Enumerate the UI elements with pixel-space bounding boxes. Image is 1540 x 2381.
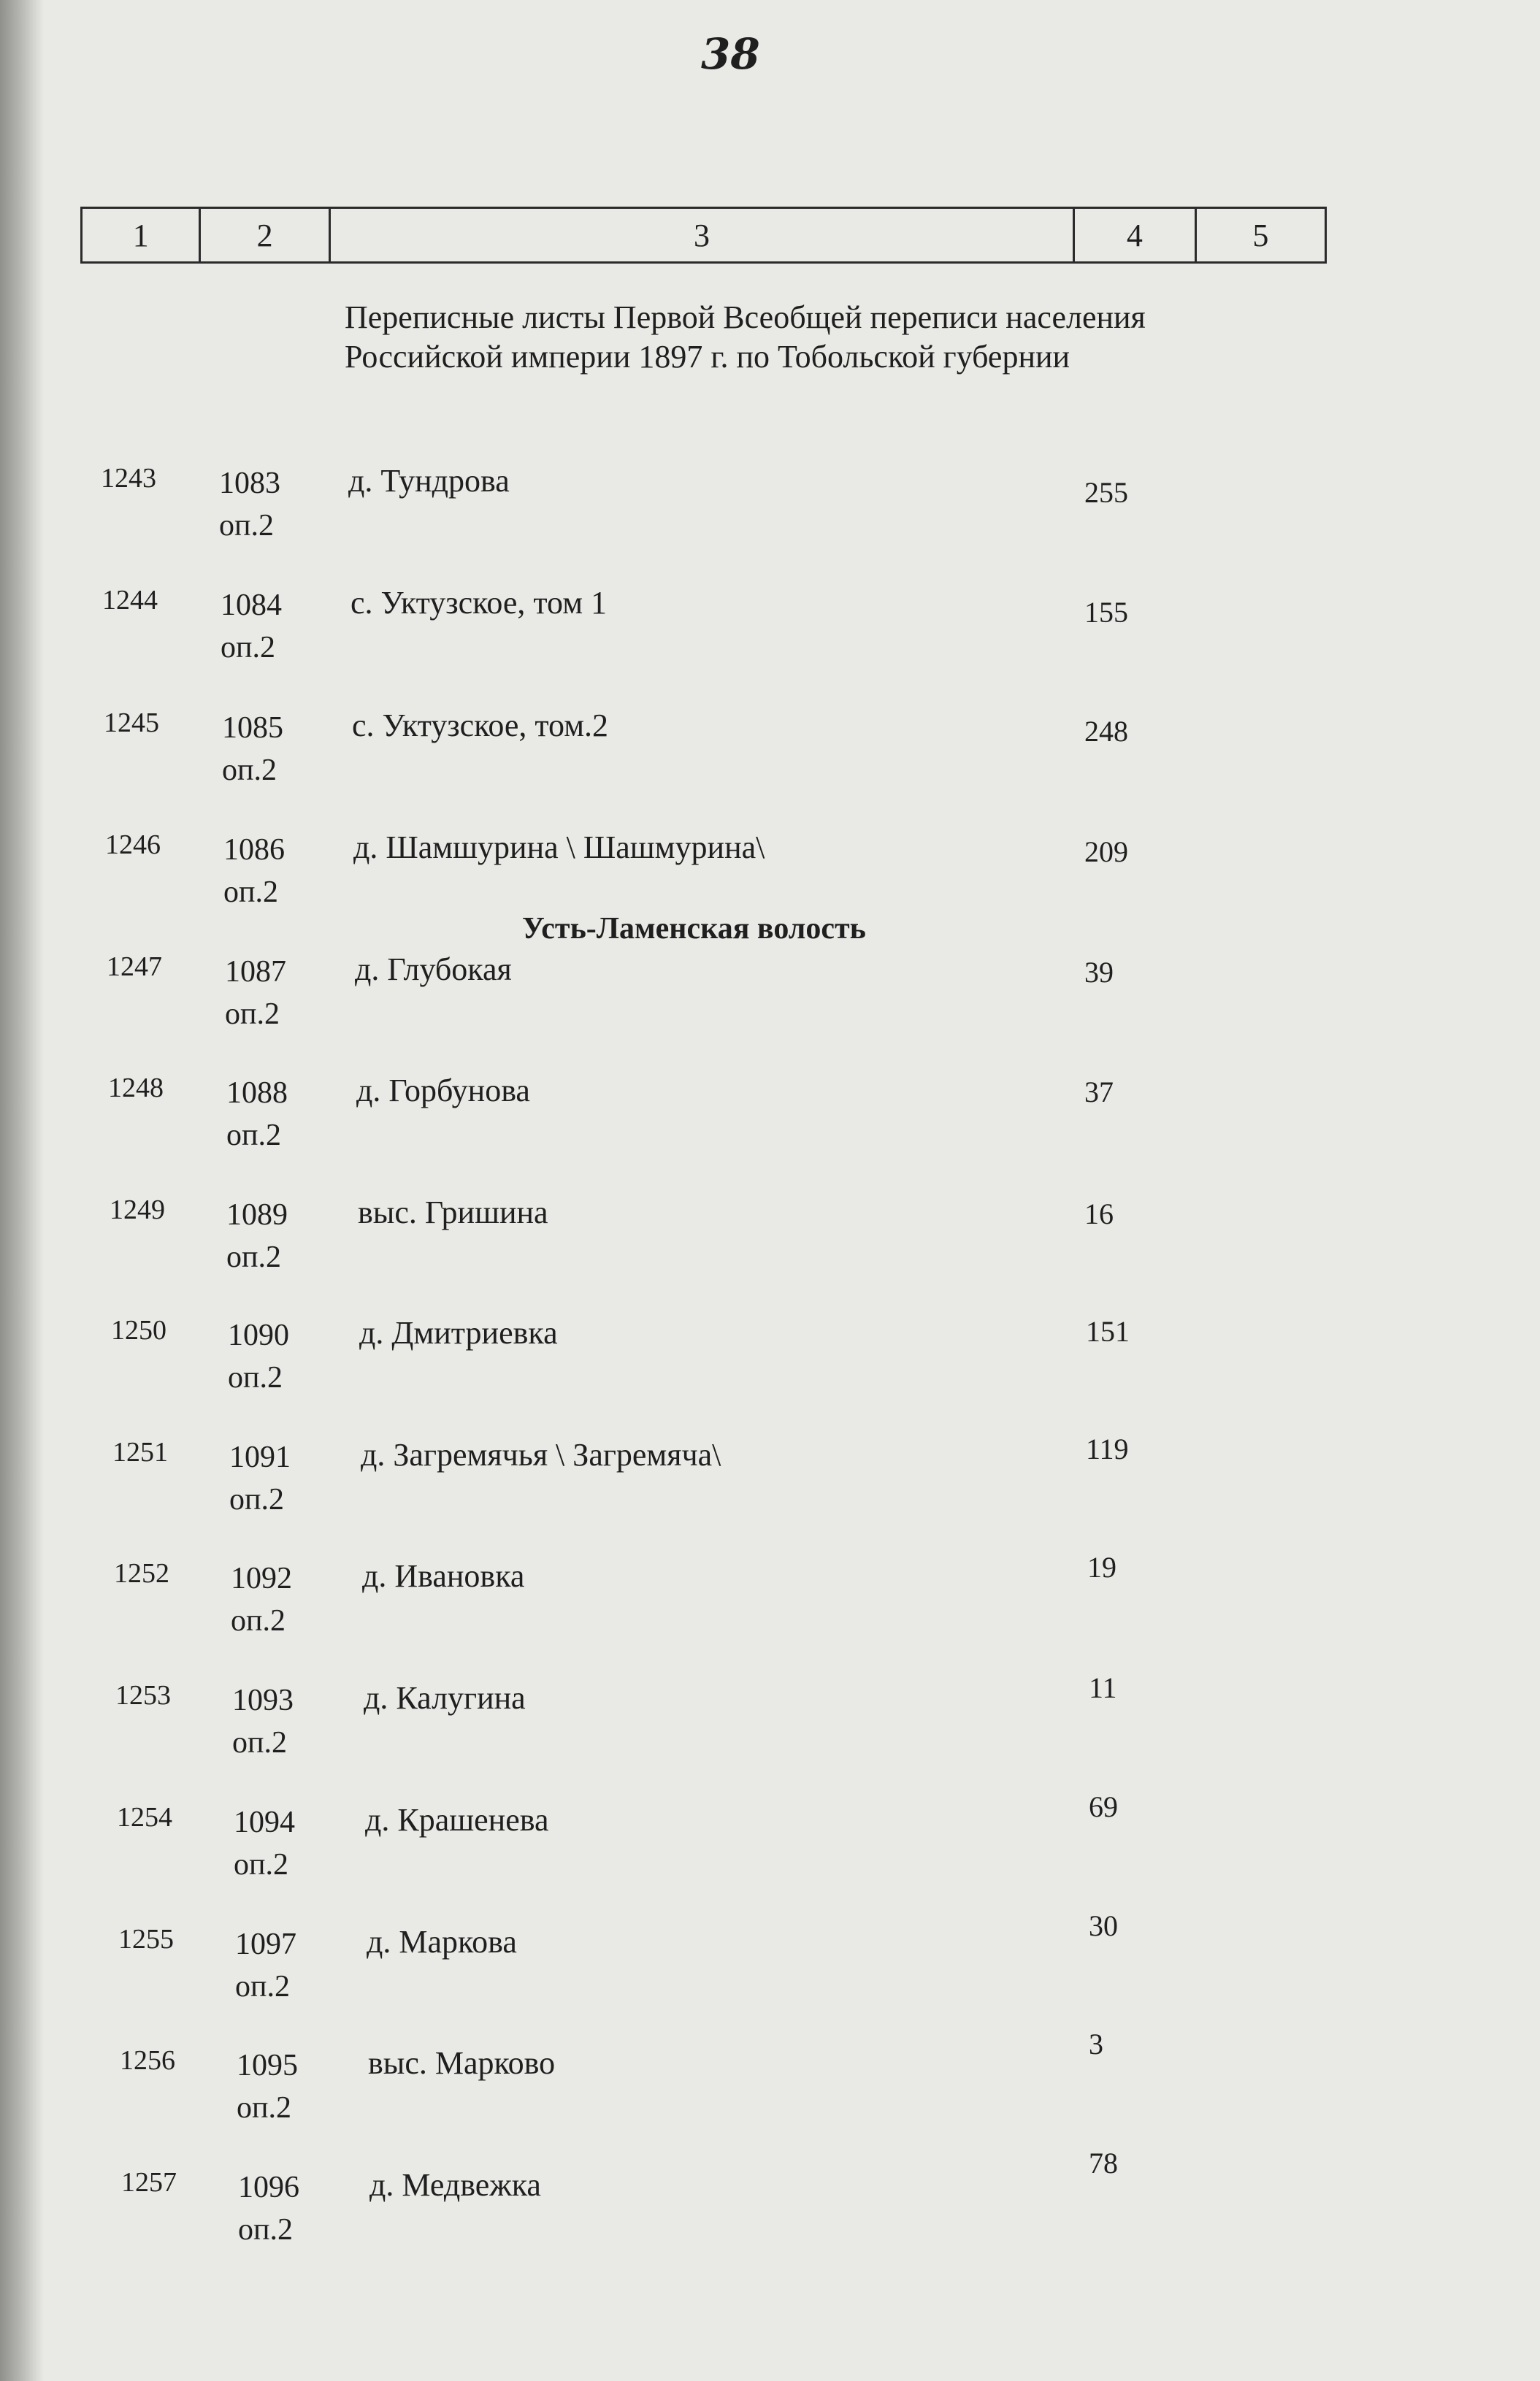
sheet-count: 16: [1084, 1197, 1114, 1230]
page-number: 38: [701, 29, 760, 79]
header-col-5: 5: [1252, 217, 1269, 253]
file-cell: [238, 2166, 299, 2251]
table-row: [0, 829, 1540, 946]
record-number: 1257: [121, 2167, 177, 2198]
file-cell: [229, 1436, 291, 1521]
table-row: [0, 1314, 1540, 1431]
file-cell: [226, 1072, 288, 1157]
file-cell: [231, 1557, 292, 1642]
file-number: 1087: [225, 955, 286, 989]
file-cell: [225, 951, 286, 1035]
table-row: [0, 1551, 1540, 1674]
settlement-name: д. Дмитриевка: [359, 1315, 558, 1351]
inventory-number: оп.2: [232, 1726, 287, 1760]
sheet-count: 11: [1089, 1671, 1117, 1704]
file-cell: [221, 584, 282, 669]
settlement-name: д. Ивановка: [362, 1558, 525, 1594]
file-cell: [237, 2044, 298, 2129]
file-number: 1096: [238, 2171, 299, 2204]
record-number: 1256: [120, 2045, 175, 2076]
file-cell: [223, 829, 285, 913]
settlement-name: с. Уктузское, том 1: [350, 585, 608, 621]
settlement-name: д. Маркова: [367, 1924, 517, 1960]
sheet-count: 69: [1089, 1790, 1118, 1823]
record-number: 1243: [101, 463, 156, 494]
settlement-name: выс. Гришина: [358, 1195, 548, 1230]
settlement-name: д. Горбунова: [356, 1073, 530, 1108]
column-header-row: [80, 207, 1327, 264]
record-number: 1252: [114, 1558, 169, 1589]
record-number: 1245: [104, 708, 159, 738]
table-row: [0, 1194, 1540, 1311]
sheet-count: 248: [1084, 715, 1128, 748]
inventory-number: оп.2: [231, 1604, 286, 1638]
sheet-count: 151: [1086, 1315, 1130, 1348]
inventory-number: оп.2: [229, 1483, 284, 1517]
inventory-number: оп.2: [228, 1361, 283, 1395]
record-number: 1246: [105, 829, 161, 860]
record-number: 1247: [107, 951, 162, 982]
fund-title: Переписные листы Первой Всеобщей переписи населения Российской империи 1897 г. по Тобольской губернии: [345, 299, 1146, 375]
header-col-3: 3: [331, 209, 1075, 261]
file-number: 1084: [221, 588, 282, 622]
inventory-number: оп.2: [225, 997, 280, 1031]
sheet-count: 37: [1084, 1076, 1114, 1108]
table-row: [0, 1433, 1540, 1553]
inventory-number: оп.2: [221, 631, 275, 664]
sheet-count: 19: [1087, 1551, 1116, 1584]
sheet-count: 255: [1084, 476, 1128, 509]
inventory-number: оп.2: [219, 509, 274, 542]
inventory-number: оп.2: [223, 875, 278, 909]
file-cell: [219, 462, 280, 547]
file-number: 1095: [237, 2049, 298, 2082]
sheet-count: 78: [1089, 2147, 1118, 2179]
record-number: 1244: [102, 585, 158, 616]
settlement-name: д. Глубокая: [355, 951, 512, 987]
file-number: 1097: [235, 1928, 296, 1961]
inventory-number: оп.2: [222, 754, 277, 787]
inventory-number: оп.2: [234, 1848, 288, 1882]
record-number: 1254: [117, 1802, 172, 1833]
file-cell: [234, 1801, 295, 1886]
file-number: 1093: [232, 1684, 294, 1717]
file-cell: [232, 1679, 294, 1764]
settlement-name: д. Загремячья \ Загремяча\: [361, 1437, 721, 1473]
sheet-count: 155: [1084, 596, 1128, 629]
record-number: 1248: [108, 1073, 164, 1103]
header-col-1: 1: [83, 209, 201, 261]
file-number: 1086: [223, 833, 285, 867]
table-row: [0, 462, 1540, 579]
file-number: 1088: [226, 1076, 288, 1110]
sheet-count: 119: [1086, 1433, 1129, 1465]
inventory-number: оп.2: [238, 2213, 293, 2247]
sheet-count: 3: [1089, 2028, 1103, 2060]
file-number: 1089: [226, 1198, 288, 1232]
sheet-count: 209: [1084, 835, 1128, 868]
table-row: [0, 1909, 1540, 2040]
table-row: [0, 2147, 1540, 2283]
header-col-4: 4: [1075, 209, 1196, 261]
file-cell: [228, 1314, 289, 1399]
record-number: 1249: [110, 1195, 165, 1225]
file-cell: [222, 707, 283, 791]
sheet-count: 39: [1084, 956, 1114, 989]
table-row: [0, 1671, 1540, 1796]
inventory-number: оп.2: [235, 1970, 290, 2004]
record-number: 1251: [112, 1437, 168, 1468]
settlement-name: д. Медвежка: [369, 2167, 541, 2203]
file-number: 1094: [234, 1806, 295, 1839]
settlement-name: с. Уктузское, том.2: [352, 708, 609, 743]
file-number: 1091: [229, 1441, 291, 1474]
header-col-2: 2: [201, 209, 330, 261]
settlement-name: д. Калугина: [364, 1680, 526, 1716]
settlement-name: выс. Марково: [368, 2045, 556, 2081]
file-number: 1092: [231, 1562, 292, 1595]
inventory-number: оп.2: [237, 2091, 291, 2125]
section-title: Усть-Ламенская волость: [522, 912, 866, 946]
record-number: 1250: [111, 1315, 166, 1346]
file-cell: [235, 1923, 296, 2008]
table-row: [0, 1072, 1540, 1189]
settlement-name: д. Тундрова: [348, 463, 510, 499]
file-number: 1083: [219, 467, 280, 500]
file-number: 1090: [228, 1319, 289, 1352]
table-row: [0, 2028, 1540, 2161]
settlement-name: д. Шамшурина \ Шашмурина\: [353, 829, 765, 865]
file-number: 1085: [222, 711, 283, 745]
table-row: [0, 951, 1540, 1067]
table-row: [0, 584, 1540, 701]
sheet-count: 30: [1089, 1909, 1118, 1942]
settlement-name: д. Крашенева: [365, 1802, 549, 1838]
inventory-number: оп.2: [226, 1119, 281, 1152]
table-row: [0, 707, 1540, 824]
record-number: 1253: [115, 1680, 171, 1711]
file-cell: [226, 1194, 288, 1278]
inventory-number: оп.2: [226, 1241, 281, 1274]
record-number: 1255: [118, 1924, 174, 1955]
table-row: [0, 1790, 1540, 1918]
